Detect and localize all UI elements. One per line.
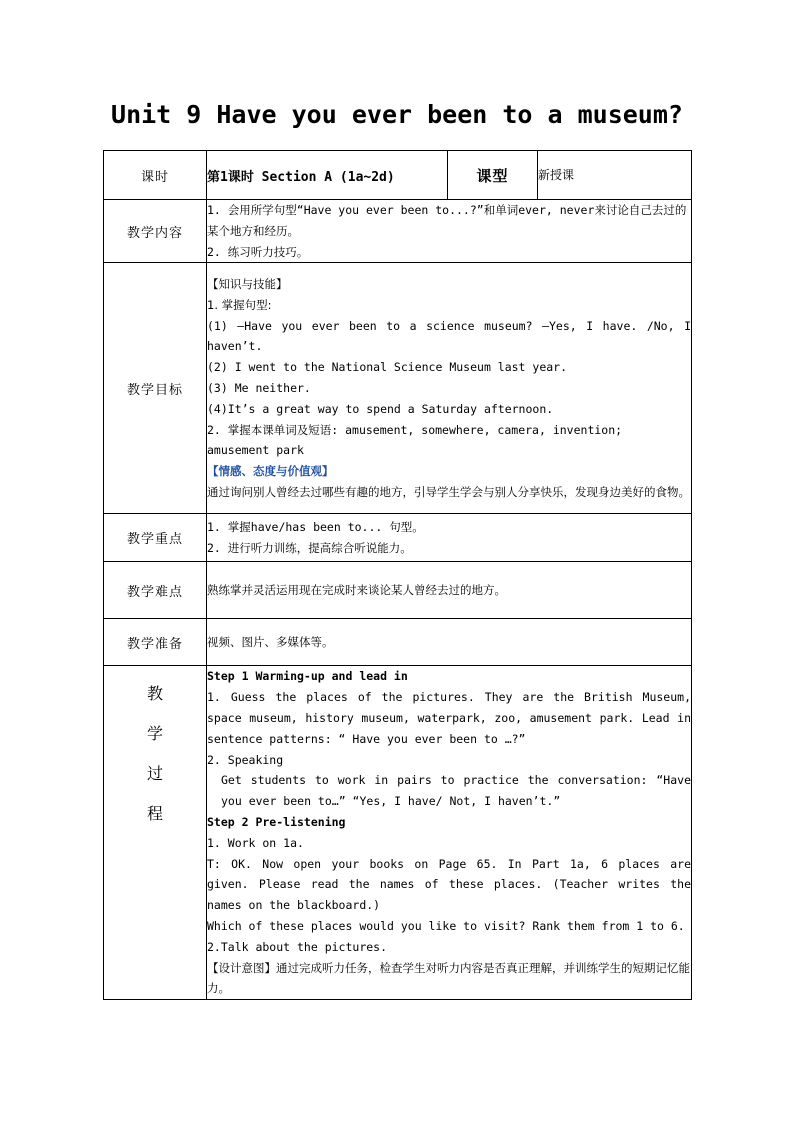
process-cell bbox=[207, 666, 692, 1000]
process-label-line: 教学 bbox=[146, 684, 189, 744]
content-line: 2. 练习听力技巧。 bbox=[207, 244, 309, 259]
content-cell bbox=[207, 200, 692, 263]
content-label: 教学内容 bbox=[104, 200, 207, 263]
type-label: 课型 bbox=[448, 151, 538, 200]
process-row bbox=[104, 666, 692, 1000]
objective-item: 2. 掌握本课单词及短语: amusement, somewhere, camera, invention; amusement park bbox=[207, 422, 623, 458]
content-row bbox=[104, 200, 692, 263]
step-paragraph: 2.Talk about the pictures. bbox=[207, 939, 388, 954]
attitude-heading: 【情感、态度与价值观】 bbox=[207, 464, 334, 479]
objectives-label: 教学目标 bbox=[104, 263, 207, 514]
key-point: 1. 掌握have/has been to... 句型。 bbox=[207, 520, 424, 535]
preparation-row bbox=[104, 619, 692, 666]
process-label-line: 过程 bbox=[146, 764, 189, 824]
key-points-cell bbox=[207, 514, 692, 562]
step-title: Step 2 Pre-listening bbox=[207, 814, 346, 829]
difficulties-row bbox=[104, 562, 692, 619]
header-row bbox=[104, 151, 692, 200]
step-paragraph: 2. Speaking bbox=[207, 752, 284, 767]
step-paragraph: 1. Work on 1a. bbox=[207, 835, 304, 850]
objectives-cell bbox=[207, 263, 692, 514]
step-paragraph: Which of these places would you like to visit? Rank them from 1 to 6. bbox=[207, 918, 685, 933]
key-points-label: 教学重点 bbox=[104, 514, 207, 562]
sentence-pattern: (2) I went to the National Science Museum last year. bbox=[207, 360, 568, 375]
sentence-pattern: (3) Me neither. bbox=[207, 380, 311, 395]
step-paragraph: 1. Guess the places of the pictures. They are the British Museum, space museum, history museum, waterpark, zoo, amusement park. Lead in sentence patterns: “ Have you ever been to …?” bbox=[207, 690, 691, 746]
attitude-text: 通过询问别人曾经去过哪些有趣的地方，引导学生学会与别人分享快乐，发现身边美好的食物。 bbox=[207, 484, 690, 499]
objectives-row bbox=[104, 263, 692, 514]
difficulties-text: 熟练掌并灵活运用现在完成时来谈论某人曾经去过的地方。 bbox=[207, 562, 692, 619]
content-line: 1. 会用所学句型“Have you ever been to...?”和单词ever, never来讨论自己去过的某个地方和经历。 bbox=[207, 203, 687, 238]
key-points-row bbox=[104, 514, 692, 562]
preparation-text: 视频、图片、多媒体等。 bbox=[207, 619, 692, 666]
type-value: 新授课 bbox=[538, 151, 692, 200]
step-paragraph: Get students to work in pairs to practice the conversation: “Have you ever been to…” “Yes, I have/ Not, I haven’t.” bbox=[221, 773, 691, 809]
process-label bbox=[104, 666, 207, 1000]
sentence-pattern: (1) —Have you ever been to a science museum? —Yes, I have. /No, I haven’t. bbox=[207, 318, 691, 354]
preparation-label: 教学准备 bbox=[104, 619, 207, 666]
page-title: Unit 9 Have you ever been to a museum? bbox=[111, 100, 683, 129]
lesson-plan-table bbox=[103, 150, 692, 1000]
period-value: 第1课时 Section A (1a~2d) bbox=[207, 151, 448, 200]
difficulties-label: 教学难点 bbox=[104, 562, 207, 619]
design-intent: 【设计意图】通过完成听力任务，检查学生对听力内容是否真正理解，并训练学生的短期记忆能力。 bbox=[207, 960, 690, 996]
key-point: 2. 进行听力训练，提高综合听说能力。 bbox=[207, 540, 412, 555]
step-title: Step 1 Warming-up and lead in bbox=[207, 669, 408, 684]
knowledge-heading: 【知识与技能】 bbox=[207, 277, 288, 291]
step-paragraph: T: OK. Now open your books on Page 65. In Part 1a, 6 places are given. Please read the names of these places. (Teacher writes the names on the blackboard.) bbox=[207, 856, 691, 913]
period-label: 课时 bbox=[104, 151, 207, 200]
sentence-pattern: (4)It’s a great way to spend a Saturday afternoon. bbox=[207, 401, 554, 416]
objective-item: 1. 掌握句型: bbox=[207, 297, 272, 312]
